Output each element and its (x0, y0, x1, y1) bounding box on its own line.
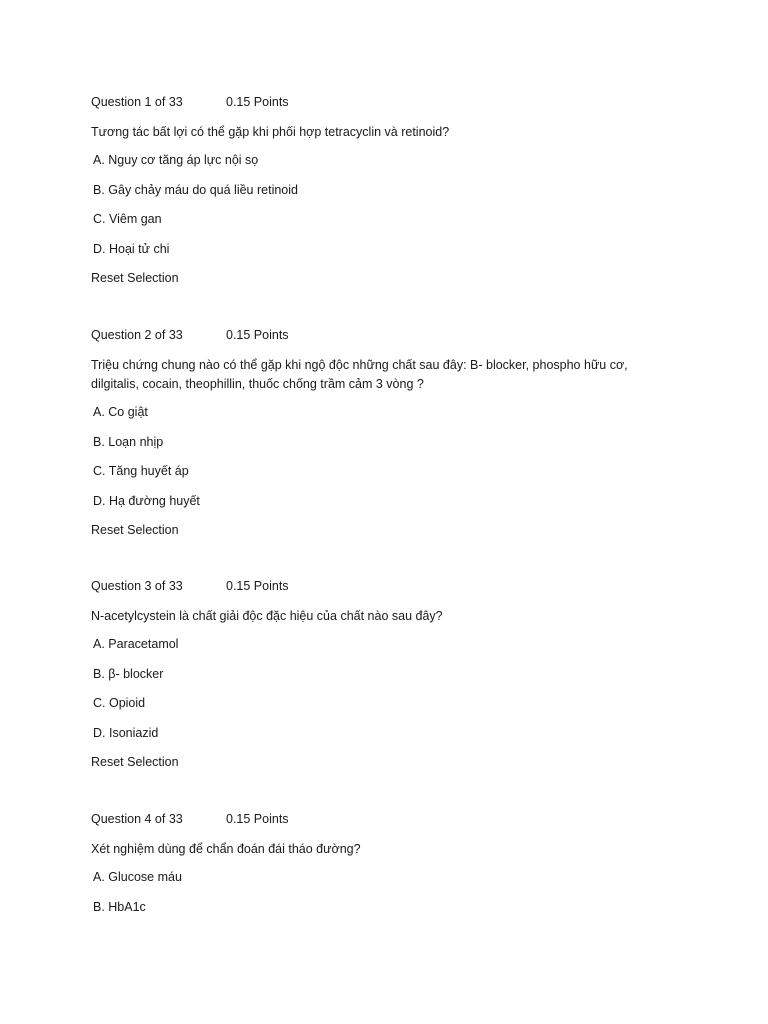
answer-option-d[interactable]: D. Hoại tử chi (93, 241, 170, 256)
question-1 (91, 94, 671, 286)
answer-option-a[interactable]: A. Glucose máu (93, 870, 182, 884)
answer-option-a[interactable]: A. Paracetamol (93, 637, 179, 651)
question-number: Question 2 of 33 (91, 328, 183, 342)
answer-option-c[interactable]: C. Tăng huyết áp (93, 464, 189, 478)
question-text: Triệu chứng chung nào có thể gặp khi ngộ độc những chất sau đây: B- blocker, phospho hữu cơ, dilgitalis, cocain, theophillin, thuốc chống trầm cảm 3 vòng ? (91, 358, 628, 391)
answer-option-d[interactable]: D. Isoniazid (93, 725, 159, 740)
question-header (91, 327, 671, 356)
reset-selection-link[interactable]: Reset Selection (91, 755, 179, 769)
question-4 (91, 811, 671, 928)
question-number: Question 4 of 33 (91, 812, 183, 826)
reset-selection-link[interactable]: Reset Selection (91, 271, 179, 285)
question-text: Tương tác bất lợi có thể gặp khi phối hợp tetracyclin và retinoid? (91, 125, 450, 139)
answer-option-b[interactable]: B. Loạn nhịp (93, 434, 164, 449)
answer-option-a[interactable]: A. Co giật (93, 405, 148, 419)
answer-option-a[interactable]: A. Nguy cơ tăng áp lực nội sọ (93, 153, 259, 167)
answer-option-b[interactable]: B. β- blocker (93, 666, 164, 681)
question-2 (91, 327, 671, 538)
question-header (91, 811, 671, 840)
reset-selection-link[interactable]: Reset Selection (91, 523, 179, 537)
question-header (91, 578, 671, 607)
question-points: 0.15 Points (226, 579, 289, 593)
question-3 (91, 578, 671, 770)
question-number: Question 3 of 33 (91, 579, 183, 593)
question-number: Question 1 of 33 (91, 95, 183, 109)
question-points: 0.15 Points (226, 95, 289, 109)
answer-option-b[interactable]: B. HbA1c (93, 899, 146, 914)
question-points: 0.15 Points (226, 328, 289, 342)
question-points: 0.15 Points (226, 812, 289, 826)
question-text: N-acetylcystein là chất giải độc đặc hiệu của chất nào sau đây? (91, 609, 443, 623)
answer-option-b[interactable]: B. Gây chảy máu do quá liều retinoid (93, 182, 298, 197)
question-text: Xét nghiệm dùng để chẩn đoán đái tháo đường? (91, 842, 361, 856)
answer-option-c[interactable]: C. Opioid (93, 696, 146, 710)
answer-option-c[interactable]: C. Viêm gan (93, 212, 162, 226)
question-header (91, 94, 671, 123)
answer-option-d[interactable]: D. Hạ đường huyết (93, 493, 200, 508)
